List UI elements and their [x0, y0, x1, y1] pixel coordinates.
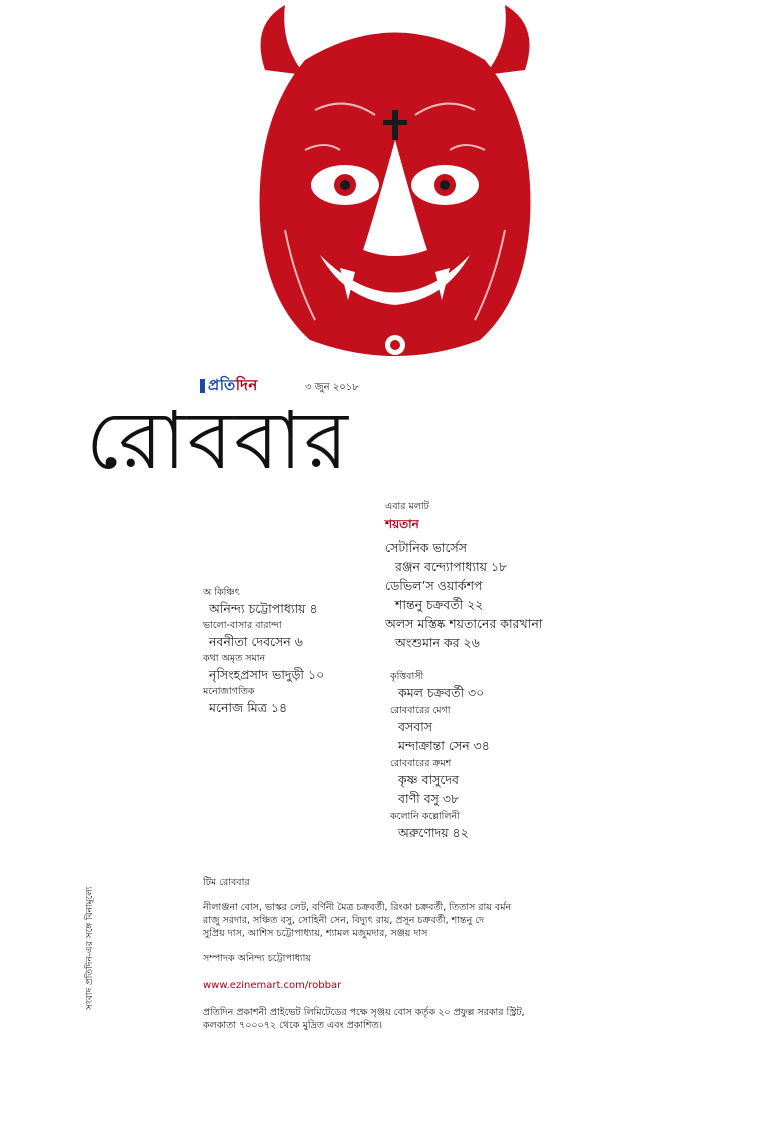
- feature-author: নৃসিংহপ্রসাদ ভাদুড়ী ১০: [209, 667, 325, 682]
- publisher-imprint: প্রতিদিন প্রকাশনী প্রাইভেট লিমিটেডের পক্ষে সৃঞ্জয় বোস কর্তৃক ২০ প্রফুল্ল সরকার স্ট্রিট, কলকাতা ৭০০০৭২ থেকে মুদ্রিত এবং প্রকাশিত।: [203, 1007, 525, 1031]
- vertical-distribution-note: সংবাদ প্রতিদিন-এর সঙ্গে বিনামূল্যে: [85, 886, 95, 1010]
- feature-title: বসবাস: [398, 719, 433, 734]
- cover-story-list: [385, 538, 685, 652]
- masthead-title: রোববার: [86, 394, 350, 487]
- cover-item-title: ডেভিল’স ওয়ার্কশপ: [385, 578, 483, 593]
- feature-label: ভালো-বাসার বারান্দা: [203, 620, 282, 631]
- right-contents-column: [390, 668, 670, 842]
- right-horn: [485, 5, 530, 75]
- cover-item-author: শান্তনু চক্রবর্তী ২২: [395, 597, 484, 612]
- cover-item-author: অংশুমান কর ২৬: [395, 635, 480, 650]
- logo-text-part-a: প্রতি: [208, 375, 236, 394]
- cover-section-label: এবার মলাট: [385, 501, 429, 512]
- feature-author: মন্দাক্রান্তা সেন ৩৪: [398, 738, 490, 753]
- feature-author: অনিন্দ্য চট্টোপাধ্যায় ৪: [209, 601, 318, 616]
- feature-label: রোববারের মেগা: [390, 705, 451, 716]
- feature-author: মনোজ মিত্র ১৪: [209, 700, 288, 715]
- feature-label: মনোজাগতিক: [203, 686, 255, 697]
- feature-label: কৃত্তিবাসী: [390, 671, 424, 682]
- team-member-line: নীলাঞ্জনা বোস, ভাস্কর লেট, বর্ণিনী মৈত্র চক্রবর্তী, রিংকা চক্রবর্তী, তিতাস রায় বর্মন: [203, 902, 512, 913]
- team-members: [203, 901, 543, 940]
- cover-item-title: অলস মস্তিষ্ক শয়তানের কারখানা: [385, 616, 543, 631]
- issue-date: ৩ জুন ২০১৮: [305, 382, 359, 393]
- feature-author: অরুণোদয় ৪২: [398, 825, 469, 840]
- feature-title: কৃষ্ণ বাসুদেব: [398, 772, 459, 787]
- feature-label: কলোনি কল্লোলিনী: [390, 811, 460, 822]
- cover-story-title: শয়তান: [385, 517, 419, 531]
- publication-logo: [200, 376, 258, 396]
- team-label: টিম রোববার: [203, 877, 250, 888]
- left-horn: [261, 5, 306, 75]
- feature-label: রোববারের ক্রমশ: [390, 758, 452, 769]
- team-credits: [203, 876, 543, 1032]
- team-member-line: রাজু সরদার, সঞ্চিত বসু, সোহিনী সেন, বিদ্যুৎ রায়, প্রসূন চক্রবর্তী, শান্তনু দে: [203, 915, 485, 926]
- feature-label: অ কিঞ্চিৎ: [203, 587, 240, 598]
- logo-mark: [200, 379, 205, 393]
- cover-illustration: [245, 0, 545, 365]
- feature-author: নবনীতা দেবসেন ৬: [209, 634, 303, 649]
- feature-author: বাণী বসু ৩৮: [398, 791, 460, 806]
- website-link[interactable]: www.ezinemart.com/robbar: [203, 980, 342, 991]
- editor-credit: সম্পাদক অনিন্দ্য চট্টোপাধ্যায়: [203, 953, 312, 964]
- team-member-line: সুপ্রিয় দাস, আশিস চট্টোপাধ্যায়, শ্যামল মজুমদার, সঞ্জয় দাস: [203, 928, 428, 939]
- cover-item-title: সেটানিক ভার্সেস: [385, 540, 467, 555]
- cover-item-author: রঞ্জন বন্দ্যোপাধ্যায় ১৮: [395, 559, 508, 574]
- feature-author: কমল চক্রবর্তী ৩০: [398, 685, 485, 700]
- left-contents-column: [203, 585, 393, 718]
- feature-label: কথা অমৃত সমান: [203, 653, 266, 664]
- logo-text-part-b: দিন: [235, 375, 258, 394]
